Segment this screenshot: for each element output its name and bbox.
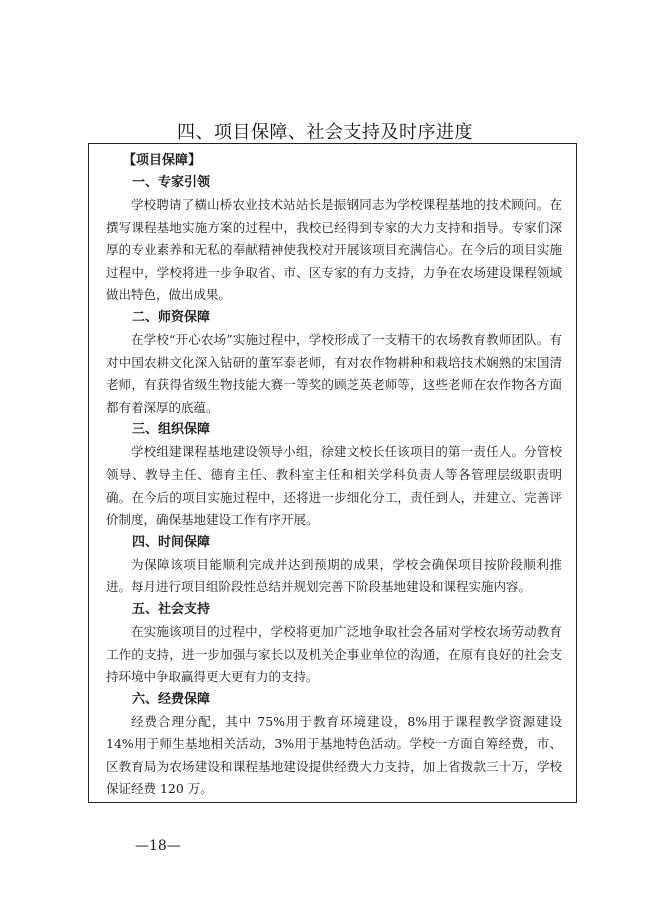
page-title: 四、项目保障、社会支持及时序进度	[177, 122, 473, 143]
section-heading-social: 五、社会支持	[132, 601, 211, 617]
section-heading-teachers: 二、师资保障	[132, 309, 211, 325]
page-number: —18—	[135, 838, 181, 854]
section-text-time: 为保障该项目能顺利完成并达到预期的成果，学校会确保项目按阶段顺利推进。每月进行项目组阶段性总结并规划完善下阶段基地建设和课程实施内容。	[106, 556, 562, 595]
section-text-organization: 学校组建课程基地建设领导小组，徐建文校长任该项目的第一责任人。分管校领导、教导主任、德育主任、教科室主任和相关学科负责人等各管理层级职责明确。在今后的项目实施过程中，还将进一步细化分工，责任到人，并建立、完善评价制度，确保基地建设工作有序开展。	[106, 444, 562, 528]
section-text-teachers: 在学校“开心农场”实施过程中，学校形成了一支精干的农场教育教师团队。有对中国农耕文化深入钻研的董军泰老师，有对农作物耕种和栽培技术娴熟的宋国清老师，有获得省级生物技能大赛一等奖的顾芝英老师等，这些老师在农作物各方面都有着深厚的底蕴。	[106, 331, 562, 415]
section-text-expert: 学校聘请了横山桥农业技术站站长是振钢同志为学校课程基地的技术顾问。在撰写课程基地实施方案的过程中，我校已经得到专家的大力支持和指导。专家们深厚的专业素养和无私的奉献精神使我校对开展该项目充满信心。在今后的项目实施过程中，学校将进一步争取省、市、区专家的有力支持，力争在农场建设课程领域做出特色，做出成果。	[106, 197, 562, 303]
section-heading-funding: 六、经费保障	[132, 691, 211, 707]
project-guarantee-box	[88, 143, 577, 803]
section-text-funding: 经费合理分配，其中 75%用于教育环境建设，8%用于课程教学资源建设 14%用于师生基地相关活动，3%用于基地特色活动。学校一方面自筹经费，市、区教育局为农场建设和课程基地建设提供经费大力支持，加上省拨款三十万，学校保证经费 120 万。	[106, 713, 562, 797]
section-heading-expert: 一、专家引领	[132, 175, 211, 190]
section-text-social: 在实施该项目的过程中，学校将更加广泛地争取社会各届对学校农场劳动教育工作的支持，进一步加强与家长以及机关企事业单位的沟通，在原有良好的社会支持环境中争取赢得更大更有力的支持。	[106, 623, 562, 685]
section-heading-organization: 三、组织保障	[132, 422, 211, 438]
box-heading: 【项目保障】	[123, 153, 202, 168]
section-heading-time: 四、时间保障	[132, 534, 211, 550]
